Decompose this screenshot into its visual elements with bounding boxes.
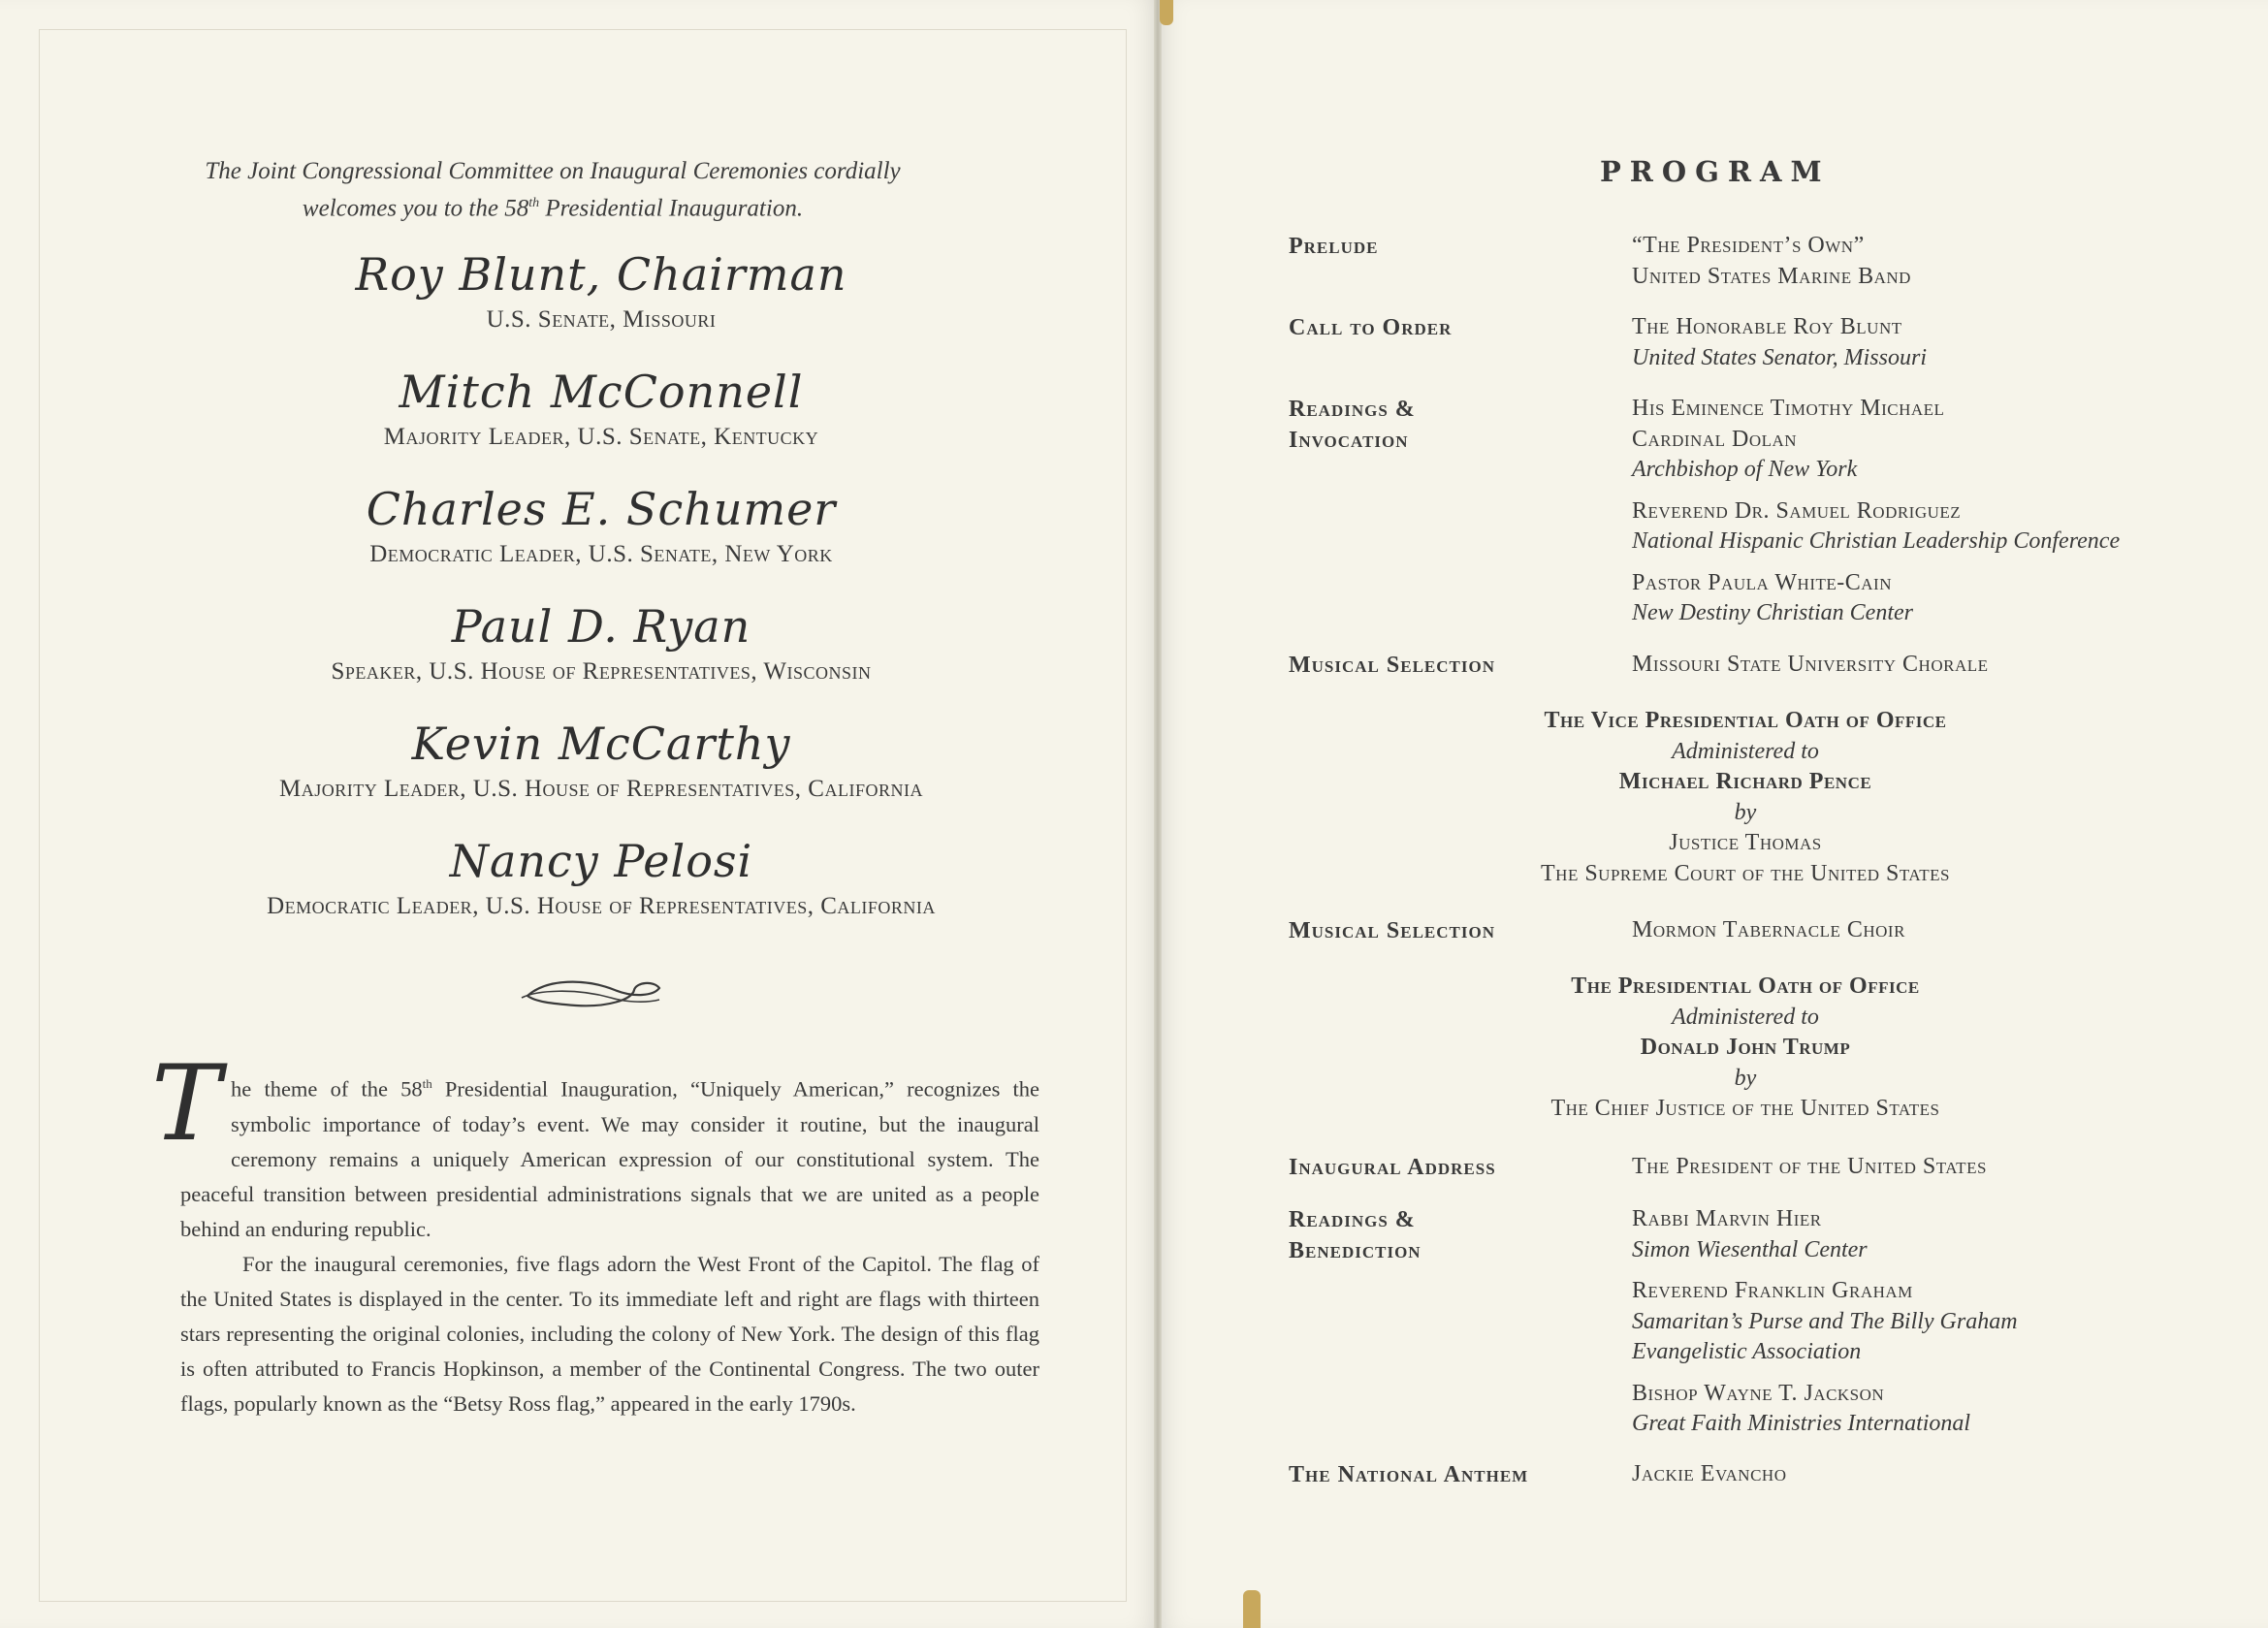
label-musical-selection-2: Musical Selection bbox=[1289, 918, 1495, 943]
member-role: U.S. Senate, Missouri bbox=[486, 306, 717, 333]
signature: Charles E. Schumer bbox=[366, 483, 837, 535]
detail-musical-selection-1: Missouri State University Chorale bbox=[1632, 652, 1989, 677]
presidential-oath-block: The Presidential Oath of Office Administered to Donald John Trump by The Chief Justice of the United States bbox=[1550, 974, 1940, 1121]
label-national-anthem: The National Anthem bbox=[1289, 1462, 1529, 1487]
intro-line-2: welcomes you to the 58th Presidential Inauguration. bbox=[302, 195, 804, 222]
signature: Paul D. Ryan bbox=[451, 600, 751, 653]
tassel-cord bbox=[1160, 0, 1173, 25]
detail-musical-selection-2: Mormon Tabernacle Choir bbox=[1632, 917, 1905, 942]
label-call-to-order: Call to Order bbox=[1289, 315, 1453, 340]
label-readings-benediction: Readings & Benediction bbox=[1289, 1207, 1421, 1263]
signature: Mitch McConnell bbox=[399, 366, 804, 418]
label-prelude: Prelude bbox=[1289, 234, 1379, 259]
signature: Kevin McCarthy bbox=[411, 718, 791, 770]
vp-oath-block: The Vice Presidential Oath of Office Administered to Michael Richard Pence by Justice Thomas The Supreme Court of the United States bbox=[1541, 708, 1950, 886]
signature: Nancy Pelosi bbox=[449, 835, 753, 887]
detail-national-anthem: Jackie Evancho bbox=[1632, 1461, 1787, 1486]
intro-text bbox=[155, 155, 950, 224]
member-role: Speaker, U.S. House of Representatives, Wisconsin bbox=[331, 658, 872, 685]
detail-inaugural-address: The President of the United States bbox=[1632, 1154, 1987, 1179]
member-mccarthy bbox=[155, 714, 1047, 831]
intro-line-1: The Joint Congressional Committee on Inaugural Ceremonies cordially bbox=[205, 158, 901, 184]
member-role: Democratic Leader, U.S. House of Representatives, California bbox=[267, 893, 936, 919]
signature: Roy Blunt, Chairman bbox=[355, 248, 847, 301]
theme-paragraph-2: For the inaugural ceremonies, five flags adorn the West Front of the Capitol. The flag of the United States is displayed in the center. To its immediate left and right are flags with thirteen stars representing the original colonies, including the colony of New York. The design of this flag is often attributed to Francis Hopkinson, a member of the Continental Congress. The two outer flags, popularly known as the “Betsy Ross flag,” appeared in the early 1790s. bbox=[180, 1251, 1039, 1416]
theme-text bbox=[151, 1043, 1039, 1421]
detail-call-to-order: The Honorable Roy Blunt United States Senator, Missouri bbox=[1632, 314, 1927, 370]
committee-members bbox=[155, 244, 1047, 948]
detail-prelude: “The President’s Own” United States Marine Band bbox=[1632, 233, 1911, 289]
tassel-cord-bottom bbox=[1243, 1590, 1261, 1628]
member-mcconnell bbox=[155, 362, 1047, 479]
member-schumer bbox=[155, 479, 1047, 596]
member-role: Majority Leader, U.S. Senate, Kentucky bbox=[383, 424, 819, 450]
detail-readings-invocation: His Eminence Timothy Michael Cardinal Dolan Archbishop of New York Reverend Dr. Samuel Rodriguez National Hispanic Christian Leadership Conference Pastor Paula White-Cain New Destiny Christian Center bbox=[1632, 396, 2121, 625]
program-title: PROGRAM bbox=[1600, 155, 1831, 188]
member-role: Democratic Leader, U.S. Senate, New York bbox=[369, 541, 833, 567]
member-blunt bbox=[155, 244, 1047, 362]
label-musical-selection-1: Musical Selection bbox=[1289, 653, 1495, 678]
binding-fold bbox=[1154, 0, 1162, 1628]
label-inaugural-address: Inaugural Address bbox=[1289, 1155, 1496, 1180]
detail-readings-benediction: Rabbi Marvin Hier Simon Wiesenthal Center Reverend Franklin Graham Samaritan’s Purse and The Billy Graham Evangelistic Association Bishop Wayne T. Jackson Great Faith Ministries International bbox=[1632, 1206, 2018, 1436]
flourish-ornament-icon bbox=[518, 973, 663, 1015]
member-role: Majority Leader, U.S. House of Representatives, California bbox=[279, 776, 923, 802]
dropcap: T bbox=[151, 1043, 222, 1165]
member-pelosi bbox=[155, 831, 1047, 948]
label-readings-invocation: Readings & Invocation bbox=[1289, 397, 1416, 453]
theme-paragraph-1: The theme of the 58th Presidential Inauguration, “Uniquely American,” recognizes the symbolic importance of today’s event. We may consider it routine, but the inaugural ceremony remains a uniquely American expression of our constitutional system. The peaceful transition between presidential administrations signals that we are united as a people behind an enduring republic. bbox=[151, 1043, 1039, 1241]
member-ryan bbox=[155, 596, 1047, 714]
